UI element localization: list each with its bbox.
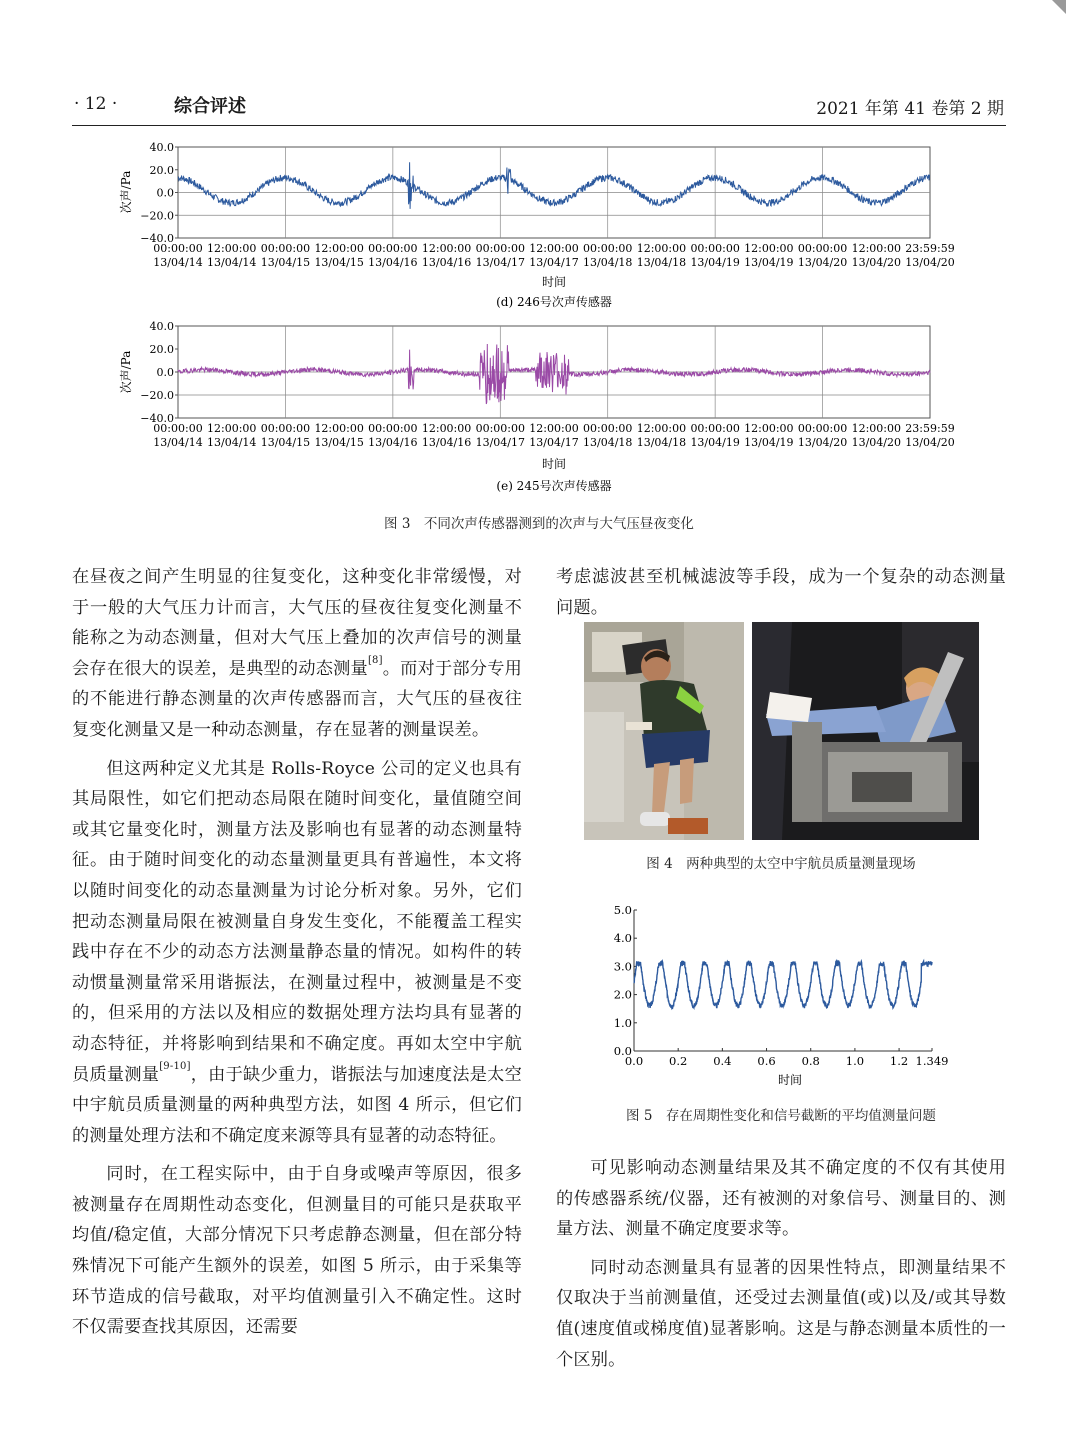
header-rule [72,125,1006,126]
x-tick-date: 13/04/18 [583,256,633,269]
paragraph-text: 在昼夜之间产生明显的往复变化，这种变化非常缓慢，对于一般的大气压力计而言，大气压的昼夜往复变化测量不能称之为动态测量，但对大气压上叠加的次声信号的测量会存在很大的误差，是典型的动态测量 [72,567,522,679]
x-tick-date: 13/04/17 [529,436,579,449]
x-tick-date: 13/04/14 [207,436,257,449]
y-tick-label: 3.0 [613,959,632,974]
x-tick-date: 13/04/16 [368,256,418,269]
x-tick-label: 1.349 [915,1054,949,1068]
x-tick-time: 00:00:00 [690,422,740,435]
x-tick-label: 0.0 [624,1054,644,1068]
x-tick-date: 13/04/14 [153,436,203,449]
paragraph [72,562,522,746]
paragraph: 考虑滤波甚至机械滤波等手段，成为一个复杂的动态测量问题。 [556,567,1006,618]
x-tick-date: 13/04/16 [421,436,472,449]
paragraph-text: ，由于缺少重力，谐振法与加速度法是太空中宇航员质量测量的两种典型方法，如图 4 所示，但它们的测量处理方法和不确定度来源等具有显著的动态特征。 [72,1064,522,1146]
periodic-signal-line [634,961,932,1008]
issue-info: 2021 年第 41 卷第 2 期 [816,99,1004,119]
x-tick-date: 13/04/16 [421,256,472,269]
x-tick-time: 00:00:00 [797,242,848,255]
x-tick-label: 0.8 [801,1054,820,1068]
x-axis-label: 时间 [541,457,567,471]
x-tick-date: 13/04/20 [905,256,955,269]
x-tick-time: 12:00:00 [207,422,257,435]
plot-area [140,320,930,425]
x-tick-date: 13/04/17 [475,436,525,449]
x-tick-time: 12:00:00 [636,242,687,255]
y-tick-label: −40.0 [140,412,174,425]
y-tick-label: 20.0 [149,343,174,356]
x-tick-time: 12:00:00 [207,242,257,255]
x-tick-time: 00:00:00 [260,422,311,435]
paragraph: 可见影响动态测量结果及其不确定度的不仅有其使用的传感器系统/仪器，还有被测的对象信号、测量目的、测量方法、测量不确定度要求等。 [556,1158,1006,1240]
y-tick-label: 0.0 [156,186,174,200]
x-tick-date: 13/04/20 [797,256,848,269]
x-tick-date: 13/04/18 [636,436,687,449]
x-tick-time: 00:00:00 [583,242,633,255]
paragraph [72,754,522,1152]
y-tick-label: −20.0 [140,389,174,402]
x-axis-label: 时间 [541,275,567,289]
x-tick-label: 0.6 [757,1054,776,1068]
x-tick-date: 13/04/15 [260,436,311,449]
x-axis-label: 时间 [777,1073,803,1087]
right-text-column-top [556,562,1006,623]
x-tick-date: 13/04/14 [207,256,257,269]
paragraph: 同时动态测量具有显著的因果性特点，即测量结果不仅取决于当前测量值，还受过去测量值(或)以及/或其导数值(速度值或梯度值)显著影响。这是与静态测量本质性的一个区别。 [556,1257,1006,1370]
left-text-column [72,562,522,1343]
page-corner-mark [1052,0,1066,14]
x-tick-time: 00:00:00 [260,242,311,255]
y-tick-label: 5.0 [613,903,632,917]
x-tick-date: 13/04/15 [260,256,311,269]
x-tick-label: 1.0 [845,1054,865,1068]
x-tick-date: 13/04/19 [744,256,794,269]
x-tick-time: 00:00:00 [153,422,203,435]
y-tick-label: 1.0 [613,1015,632,1030]
x-tick-time: 00:00:00 [690,242,740,255]
y-tick-label: 4.0 [613,931,632,946]
x-tick-date: 13/04/15 [314,256,364,269]
citation-ref: [8] [367,654,383,666]
y-axis-label: 次声/Pa [119,170,133,214]
y-tick-label: −40.0 [140,232,174,245]
right-text-column-bottom [556,1153,1006,1375]
x-tick-time: 12:00:00 [851,242,901,255]
x-tick-date: 13/04/18 [636,256,687,269]
y-axis-label: 次声/Pa [119,350,133,394]
paragraph-text: 但这两种定义尤其是 Rolls-Royce 公司的定义也具有其局限性，如它们把动态局限在随时间变化，量值随空间或其它量变化时，测量方法及影响也有显著的动态测量特征。由于随时间变化的动态量测量更具有普遍性，本文将以随时间变化的动态量测量为讨论分析对象。另外，它们把动态测量局限在被测量自身发生变化，不能覆盖工程实践中存在不少的动态方法测量静态量的情况。如构件的转动惯量测量常采用谐振法，在测量过程中，被测量是不变的，但采用的方法以及相应的数据处理方法均具有显著的动态特征，并将影响到结果和不确定度。再如太空中宇航员质量测量 [72,758,522,1085]
x-tick-time: 00:00:00 [475,242,525,255]
x-tick-date: 13/04/20 [797,436,848,449]
x-tick-time: 00:00:00 [797,422,848,435]
paragraph: 同时，在工程实际中，由于自身或噪声等原因，很多被测量存在周期性动态变化，但测量目的可能只是获取平均值/稳定值，大部分情况下只考虑静态测量，但在部分特殊情况下可能产生额外的误差，如图 5 所示，由于采集等环节造成的信号截取，对平均值测量引入不确定性。这时不仅需要查找其原因，还需要 [72,1164,522,1338]
x-tick-time: 12:00:00 [421,242,472,255]
x-tick-label: 0.4 [713,1054,732,1068]
x-tick-date: 13/04/20 [905,436,955,449]
y-tick-label: 20.0 [149,163,174,177]
citation-ref: [9-10] [159,1060,191,1072]
x-tick-time: 12:00:00 [851,422,901,435]
x-tick-time: 12:00:00 [529,422,579,435]
subcaption-d: (d) 246号次声传感器 [496,295,612,309]
infrasound-trace-246 [178,162,930,209]
x-tick-time: 12:00:00 [314,422,364,435]
x-tick-time: 23:59:59 [905,242,955,255]
figure3-panel-d-chart [100,140,980,312]
x-tick-time: 00:00:00 [368,422,418,435]
page-header [72,92,1006,122]
y-tick-label: −20.0 [140,209,174,223]
x-tick-date: 13/04/20 [851,436,901,449]
y-tick-label: 0.0 [156,366,174,379]
paragraph-text: 。而对于部分专用的不能进行静态测量的次声传感器而言，大气压的昼夜往复变化测量又是一种动态测量，存在显著的测量误差。 [72,658,522,740]
x-tick-time: 12:00:00 [529,242,579,255]
y-tick-label: 40.0 [149,141,174,154]
figure5-chart [586,898,966,1092]
x-tick-time: 23:59:59 [905,422,955,435]
y-tick-label: 2.0 [613,987,632,1002]
x-tick-date: 13/04/19 [744,436,794,449]
x-tick-label: 1.2 [889,1054,909,1068]
section-title: 综合评述 [174,96,246,117]
astronaut-photo-left [584,622,744,840]
x-tick-time: 00:00:00 [475,422,525,435]
x-tick-date: 13/04/18 [583,436,633,449]
x-tick-time: 12:00:00 [636,422,687,435]
x-tick-date: 13/04/19 [690,256,740,269]
y-tick-label: 40.0 [149,320,174,333]
x-tick-time: 12:00:00 [314,242,364,255]
figure4-caption: 图 4 两种典型的太空中宇航员质量测量现场 [646,856,916,872]
page-number: · 12 · [74,94,118,114]
x-tick-date: 13/04/14 [153,256,203,269]
x-tick-time: 00:00:00 [153,242,203,255]
y-tick-label: 0.0 [613,1044,632,1058]
plot-area [140,141,930,245]
figure5-caption: 图 5 存在周期性变化和信号截断的平均值测量问题 [626,1108,936,1124]
x-tick-label: 0.2 [669,1054,688,1068]
x-tick-date: 13/04/15 [314,436,364,449]
figure3-panel-e-chart [100,318,980,498]
x-tick-date: 13/04/17 [475,256,525,269]
x-tick-time: 12:00:00 [744,242,794,255]
x-tick-date: 13/04/20 [851,256,901,269]
figure3-caption: 图 3 不同次声传感器测到的次声与大气压昼夜变化 [384,516,694,532]
x-tick-date: 13/04/16 [368,436,418,449]
subcaption-e: (e) 245号次声传感器 [496,479,612,493]
x-tick-time: 00:00:00 [583,422,633,435]
astronaut-photo-right [752,622,979,840]
x-tick-date: 13/04/19 [690,436,740,449]
x-tick-time: 12:00:00 [744,422,794,435]
x-tick-time: 12:00:00 [421,422,472,435]
x-tick-date: 13/04/17 [529,256,579,269]
x-tick-time: 00:00:00 [368,242,418,255]
